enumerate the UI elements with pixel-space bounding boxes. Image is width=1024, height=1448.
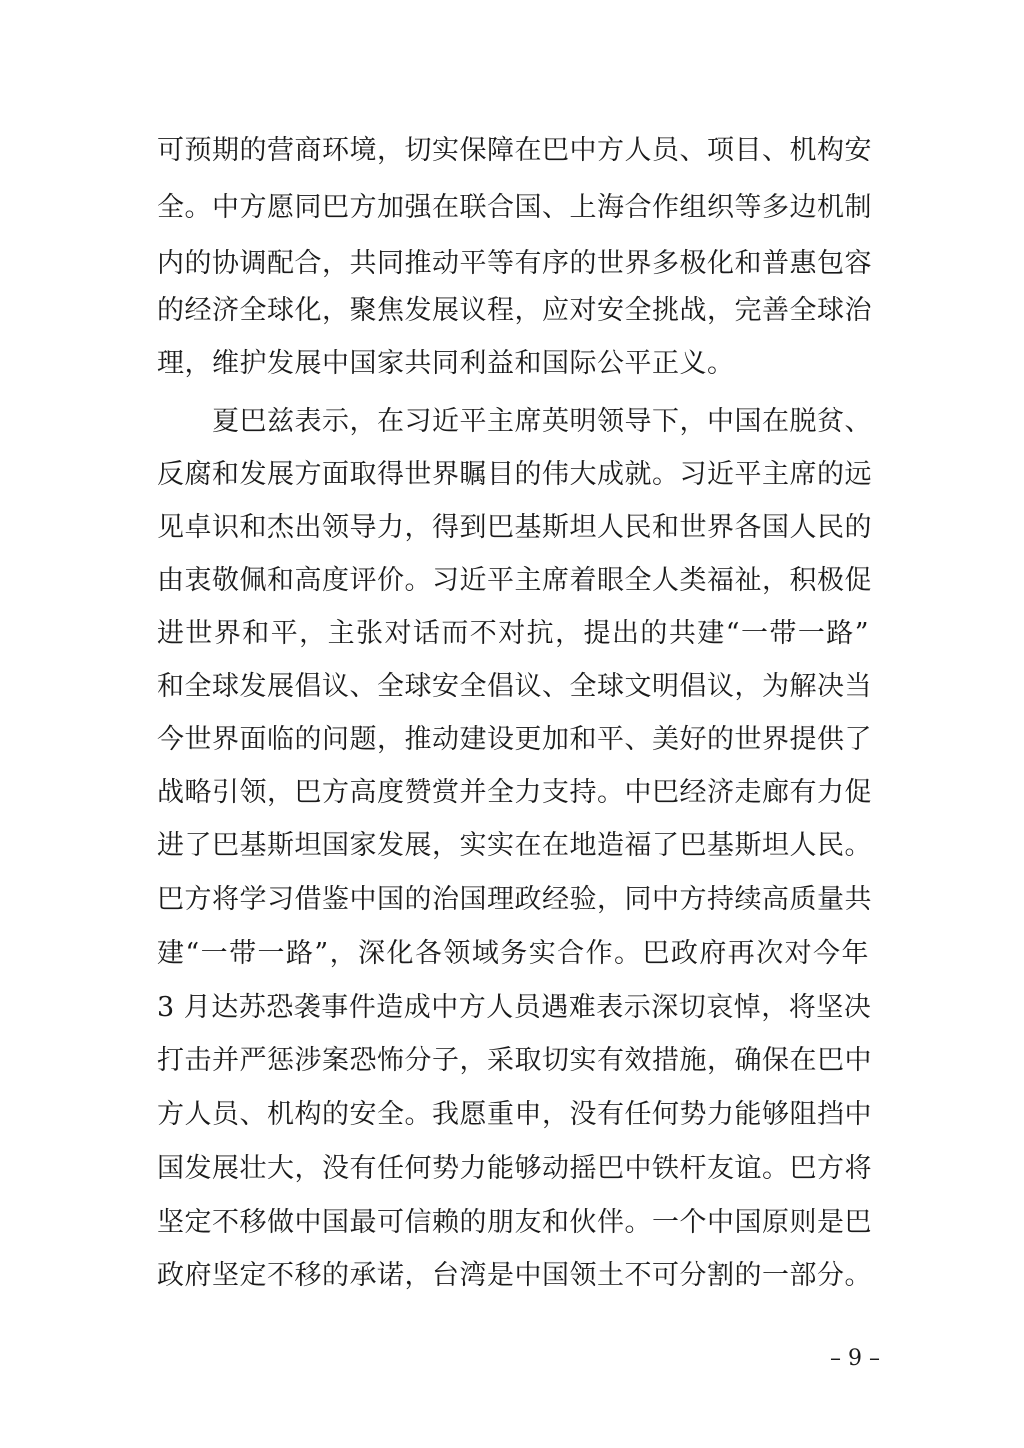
- text-line: 夏巴兹表示，在习近平主席英明领导下，中国在脱贫、: [157, 406, 872, 437]
- text-line: 战略引领，巴方高度赞赏并全力支持。中巴经济走廊有力促: [157, 777, 872, 808]
- text-line: 今世界面临的问题，推动建设更加和平、美好的世界提供了: [157, 724, 872, 755]
- text-line: 打击并严惩涉案恐怖分子，采取切实有效措施，确保在巴中: [157, 1045, 872, 1076]
- text-line: 3 月达苏恐袭事件造成中方人员遇难表示深切哀悼，将坚决: [157, 992, 872, 1023]
- text-line: 见卓识和杰出领导力，得到巴基斯坦人民和世界各国人民的: [157, 512, 872, 543]
- text-line: 理，维护发展中国家共同利益和国际公平正义。: [157, 348, 735, 379]
- text-line: 方人员、机构的安全。我愿重申，没有任何势力能够阻挡中: [157, 1099, 872, 1130]
- text-line: 进了巴基斯坦国家发展，实实在在地造福了巴基斯坦人民。: [157, 830, 872, 861]
- text-line: 可预期的营商环境，切实保障在巴中方人员、项目、机构安: [157, 135, 872, 166]
- text-line: 全。中方愿同巴方加强在联合国、上海合作组织等多边机制: [157, 192, 872, 223]
- text-line: 的经济全球化，聚焦发展议程，应对安全挑战，完善全球治: [157, 295, 872, 326]
- text-line: 国发展壮大，没有任何势力能够动摇巴中铁杆友谊。巴方将: [157, 1153, 872, 1184]
- text-line: 进世界和平，主张对话而不对抗，提出的共建“一带一路”: [157, 618, 869, 649]
- page-number: – 9 –: [830, 1346, 880, 1371]
- text-line: 反腐和发展方面取得世界瞩目的伟大成就。习近平主席的远: [157, 459, 872, 490]
- text-line: 坚定不移做中国最可信赖的朋友和伙伴。一个中国原则是巴: [157, 1207, 872, 1238]
- text-line: 内的协调配合，共同推动平等有序的世界多极化和普惠包容: [157, 248, 872, 279]
- text-line: 和全球发展倡议、全球安全倡议、全球文明倡议，为解决当: [157, 671, 872, 702]
- text-line: 政府坚定不移的承诺，台湾是中国领土不可分割的一部分。: [157, 1260, 872, 1291]
- text-line: 由衷敬佩和高度评价。习近平主席着眼全人类福祉，积极促: [157, 565, 872, 596]
- text-line: 建“一带一路”，深化各领域务实合作。巴政府再次对今年: [157, 938, 869, 969]
- text-line: 巴方将学习借鉴中国的治国理政经验，同中方持续高质量共: [157, 884, 872, 915]
